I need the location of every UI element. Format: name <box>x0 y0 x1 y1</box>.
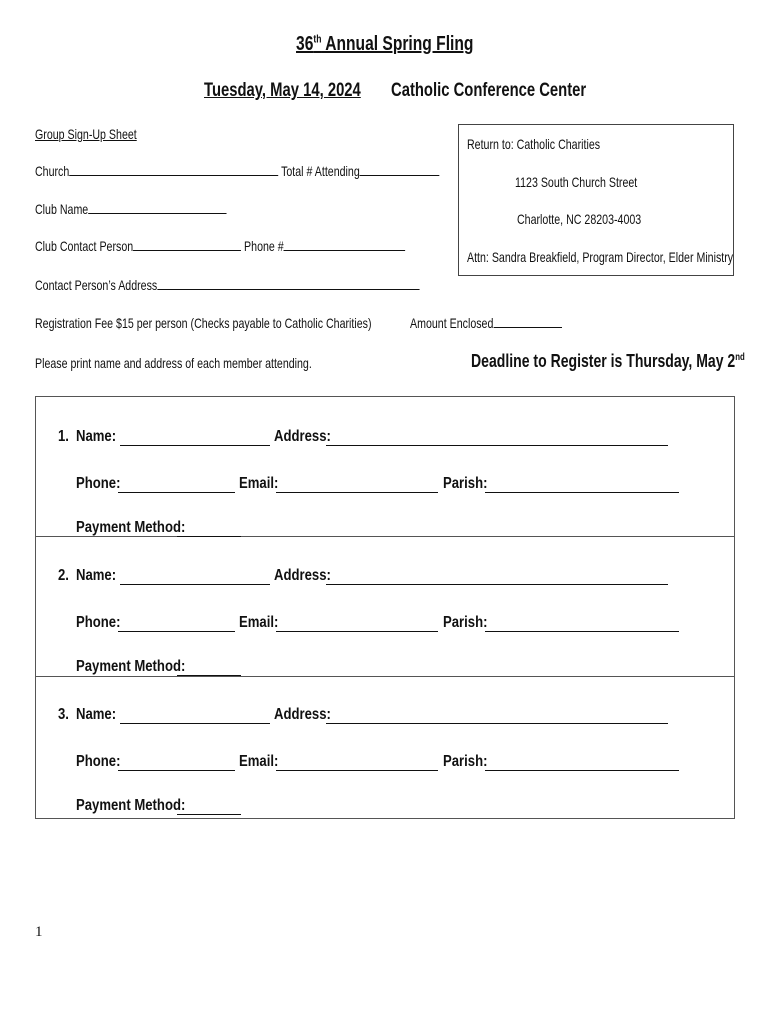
address-label: Address: <box>274 567 331 584</box>
club-name-row <box>35 201 227 217</box>
phone-field[interactable] <box>118 631 235 632</box>
email-label: Email: <box>239 753 279 770</box>
amount-enclosed-row <box>410 315 562 331</box>
phone-field[interactable] <box>118 770 235 771</box>
address-label: Address: <box>274 428 331 445</box>
member-entry <box>36 677 734 816</box>
parish-label: Parish: <box>443 475 488 492</box>
church-label: Church <box>35 163 70 179</box>
return-line-4: Attn: Sandra Breakfield, Program Director, Elder Ministry <box>467 249 734 265</box>
title-number: 36 <box>296 33 314 55</box>
club-contact-label: Club Contact Person <box>35 238 134 254</box>
total-attending-field[interactable] <box>360 163 440 176</box>
parish-label: Parish: <box>443 614 488 631</box>
page-number: 1 <box>35 924 43 940</box>
name-label: Name: <box>76 567 117 584</box>
club-name-field[interactable] <box>88 201 226 214</box>
amount-enclosed-field[interactable] <box>493 315 561 328</box>
phone-label: Phone: <box>76 753 121 770</box>
address-field[interactable] <box>326 445 668 446</box>
payment-method-label: Payment Method: <box>76 658 186 675</box>
email-field[interactable] <box>276 770 438 771</box>
print-instruction: Please print name and address of each member attending. <box>35 355 312 371</box>
name-field[interactable] <box>120 445 270 446</box>
church-field[interactable] <box>69 163 278 176</box>
event-venue: Catholic Conference Center <box>391 80 587 101</box>
phone-label: Phone # <box>244 238 284 254</box>
contact-address-field[interactable] <box>157 277 419 290</box>
member-entry <box>36 537 734 677</box>
parish-label: Parish: <box>443 753 488 770</box>
payment-method-label: Payment Method: <box>76 519 186 536</box>
member-number: 2. <box>58 567 69 584</box>
email-field[interactable] <box>276 631 438 632</box>
deadline-ordinal: nd <box>735 352 745 363</box>
address-field[interactable] <box>326 723 668 724</box>
registration-fee-text: Registration Fee $15 per person (Checks payable to Catholic Charities) <box>35 315 372 331</box>
total-attending-label: Total # Attending <box>281 163 360 179</box>
address-label: Address: <box>274 706 331 723</box>
parish-field[interactable] <box>485 770 679 771</box>
parish-field[interactable] <box>485 631 679 632</box>
return-line-2: 1123 South Church Street <box>515 174 638 190</box>
name-label: Name: <box>76 706 117 723</box>
member-number: 3. <box>58 706 69 723</box>
return-address-box <box>458 124 734 276</box>
members-table <box>35 396 735 819</box>
contact-address-label: Contact Person’s Address <box>35 277 158 293</box>
club-contact-field[interactable] <box>133 238 241 251</box>
address-field[interactable] <box>326 584 668 585</box>
page-title <box>0 33 770 56</box>
email-label: Email: <box>239 614 279 631</box>
member-entry <box>36 397 734 537</box>
phone-field[interactable] <box>118 492 235 493</box>
payment-method-field[interactable] <box>177 675 241 676</box>
name-field[interactable] <box>120 723 270 724</box>
member-number: 1. <box>58 428 69 445</box>
deadline-text: Deadline to Register is Thursday, May 2 <box>471 351 736 371</box>
phone-field[interactable] <box>284 238 406 251</box>
parish-field[interactable] <box>485 492 679 493</box>
church-row <box>35 163 440 179</box>
payment-method-label: Payment Method: <box>76 797 186 814</box>
return-line-1: Return to: Catholic Charities <box>467 136 601 152</box>
title-ordinal: th <box>313 33 322 46</box>
return-line-3: Charlotte, NC 28203-4003 <box>517 211 642 227</box>
payment-method-field[interactable] <box>177 814 241 815</box>
club-contact-row <box>35 238 405 254</box>
contact-address-row <box>35 277 419 293</box>
name-label: Name: <box>76 428 117 445</box>
email-label: Email: <box>239 475 279 492</box>
title-text: Annual Spring Fling <box>321 33 474 55</box>
name-field[interactable] <box>120 584 270 585</box>
event-date: Tuesday, May 14, 2024 <box>204 80 361 101</box>
email-field[interactable] <box>276 492 438 493</box>
deadline-notice <box>471 351 745 372</box>
phone-label: Phone: <box>76 614 121 631</box>
amount-enclosed-label: Amount Enclosed <box>410 315 494 331</box>
phone-label: Phone: <box>76 475 121 492</box>
club-name-label: Club Name <box>35 201 89 217</box>
group-signup-heading: Group Sign-Up Sheet <box>35 126 137 142</box>
